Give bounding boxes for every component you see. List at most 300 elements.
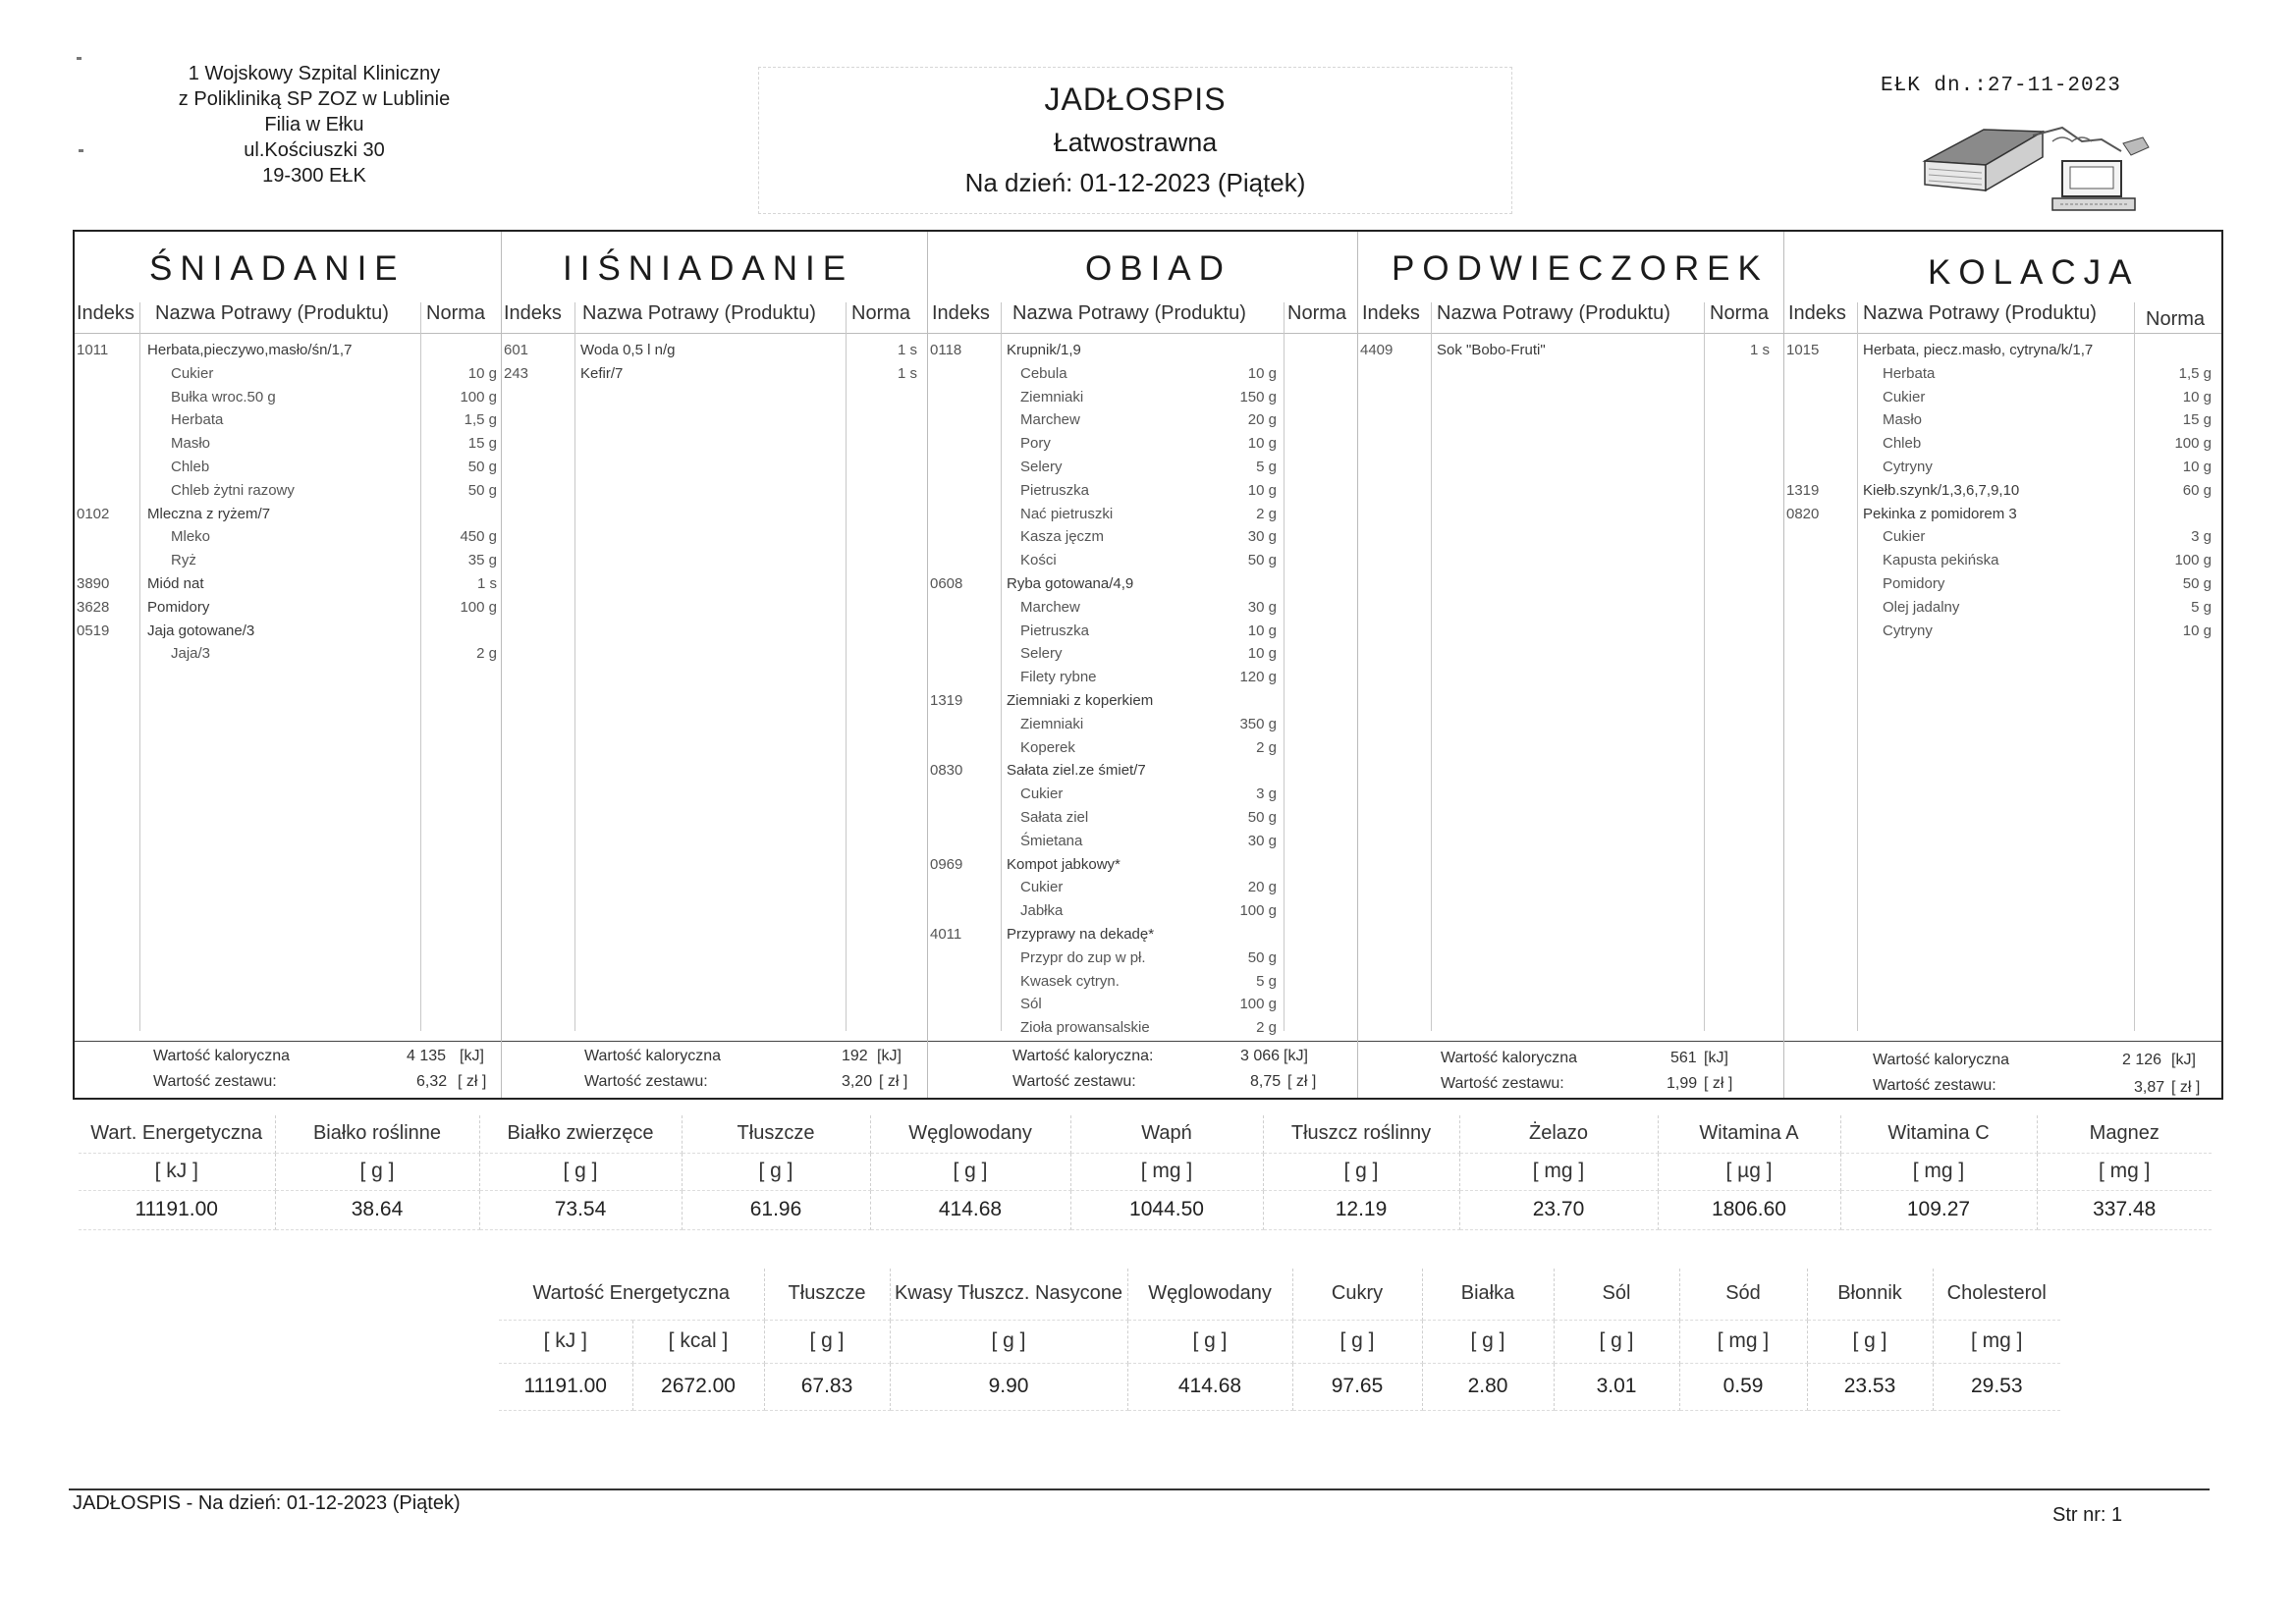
nutrient-unit: [ g ] bbox=[1263, 1153, 1459, 1190]
meal-totals bbox=[1358, 1041, 1783, 1102]
item-norm: 3 g bbox=[2191, 528, 2212, 546]
item-norm: 2 g bbox=[1256, 738, 1277, 756]
nutrient-value: 414.68 bbox=[1127, 1363, 1292, 1410]
nutrient-unit: [ kJ ] bbox=[499, 1320, 632, 1363]
item-norm: 50 g bbox=[2182, 574, 2212, 592]
nutrient-unit: [ g ] bbox=[682, 1153, 870, 1190]
dish-name: Miód nat bbox=[147, 574, 204, 592]
nutrient-header: Białko roślinne bbox=[275, 1115, 479, 1153]
nutrient-header-row bbox=[79, 1115, 2212, 1153]
ingredient-name: Cukier bbox=[1020, 785, 1064, 803]
meal-column-breakfast bbox=[75, 232, 501, 1098]
header-norm: Norma bbox=[1710, 302, 1770, 324]
ingredient-row bbox=[1784, 365, 2221, 389]
cost-value: 3,20 bbox=[842, 1073, 873, 1090]
ingredient-name: Filety rybne bbox=[1020, 669, 1097, 686]
item-index: 1011 bbox=[77, 342, 109, 358]
item-norm: 50 g bbox=[1247, 808, 1277, 826]
nutrient-header: Żelazo bbox=[1459, 1115, 1658, 1153]
meal-title: ŚNIADANIE bbox=[149, 249, 406, 288]
nutrient-value-row bbox=[79, 1190, 2212, 1229]
ingredient-row bbox=[928, 365, 1357, 389]
nutrient-header: Witamina C bbox=[1840, 1115, 2037, 1153]
nutrient-value: 3.01 bbox=[1554, 1363, 1679, 1410]
item-index: 601 bbox=[504, 342, 529, 358]
dish-row bbox=[928, 692, 1357, 716]
meal-column-second-breakfast bbox=[501, 232, 927, 1098]
item-index: 0118 bbox=[930, 342, 962, 358]
meal-title: PODWIECZOREK bbox=[1392, 249, 1769, 288]
item-norm: 1 s bbox=[897, 342, 917, 358]
nutrient-header: Sól bbox=[1554, 1269, 1679, 1320]
item-index: 1319 bbox=[1786, 481, 1820, 499]
ingredient-row bbox=[928, 833, 1357, 856]
item-norm: 1 s bbox=[476, 574, 497, 592]
column-divider bbox=[1704, 302, 1705, 1031]
ingredient-name: Cukier bbox=[1020, 879, 1064, 896]
dish-row bbox=[75, 575, 501, 599]
column-headers bbox=[1358, 302, 1783, 334]
item-index: 3890 bbox=[77, 574, 110, 592]
item-norm: 50 g bbox=[467, 481, 497, 499]
meal-title: OBIAD bbox=[1085, 249, 1231, 288]
ingredient-name: Bułka wroc.50 g bbox=[171, 388, 276, 406]
kcal-label: Wartość kaloryczna: bbox=[1012, 1048, 1154, 1064]
header-name: Nazwa Potrawy (Produktu) bbox=[1437, 302, 1670, 324]
ingredient-row bbox=[928, 645, 1357, 669]
nutrient-value: 12.19 bbox=[1263, 1190, 1459, 1229]
ingredient-name: Śmietana bbox=[1020, 832, 1083, 849]
item-index: 1015 bbox=[1786, 342, 1820, 358]
hospital-address bbox=[137, 61, 491, 189]
nutrient-header: Tłuszcze bbox=[764, 1269, 890, 1320]
footer-title: JADŁOSPIS - Na dzień: 01-12-2023 (Piątek) bbox=[73, 1492, 461, 1514]
item-index: 4409 bbox=[1360, 342, 1394, 358]
nutrient-header: Magnez bbox=[2037, 1115, 2212, 1153]
dish-row bbox=[502, 365, 927, 389]
ingredient-name: Sól bbox=[1020, 996, 1042, 1013]
meal-column-afternoon-snack bbox=[1357, 232, 1783, 1098]
cost-value: 1,99 bbox=[1667, 1075, 1698, 1092]
item-norm: 60 g bbox=[2182, 481, 2212, 499]
nutrient-unit: [ g ] bbox=[479, 1153, 682, 1190]
ingredient-name: Ziemniaki bbox=[1020, 388, 1084, 406]
item-norm: 100 g bbox=[1239, 996, 1277, 1013]
ingredient-row bbox=[75, 389, 501, 412]
item-index: 0830 bbox=[930, 762, 963, 780]
nutrient-unit: [ g ] bbox=[1127, 1320, 1292, 1363]
issue-date: EŁK dn.:27-11-2023 bbox=[1881, 75, 2121, 97]
ingredient-name: Ziemniaki bbox=[1020, 715, 1084, 732]
kcal-value: 192 bbox=[842, 1048, 868, 1064]
item-index: 0969 bbox=[930, 855, 963, 873]
item-norm: 10 g bbox=[1247, 481, 1277, 499]
ingredient-name: Kapusta pekińska bbox=[1883, 552, 1999, 569]
kcal-unit: [kJ] bbox=[877, 1048, 902, 1064]
kcal-label: Wartość kaloryczna bbox=[1873, 1052, 2009, 1068]
item-norm: 50 g bbox=[1247, 948, 1277, 966]
item-norm: 10 g bbox=[2182, 622, 2212, 639]
nutrient-unit: [ mg ] bbox=[1933, 1320, 2060, 1363]
meal-totals bbox=[502, 1041, 927, 1102]
nutrient-unit: [ g ] bbox=[870, 1153, 1070, 1190]
nutrient-header: Białka bbox=[1422, 1269, 1554, 1320]
ingredient-name: Cukier bbox=[1883, 528, 1926, 546]
ingredient-name: Przypr do zup w pł. bbox=[1020, 948, 1146, 966]
nutrient-header: Wapń bbox=[1070, 1115, 1263, 1153]
nutrient-value: 29.53 bbox=[1933, 1363, 2060, 1410]
ingredient-name: Marchew bbox=[1020, 411, 1080, 429]
ingredient-row bbox=[928, 949, 1357, 973]
item-norm: 2 g bbox=[1256, 1019, 1277, 1037]
kcal-value: 4 135 bbox=[407, 1048, 447, 1064]
hospital-line: z Polikliniką SP ZOZ w Lublinie bbox=[178, 88, 451, 110]
nutrient-header: Cukry bbox=[1292, 1269, 1422, 1320]
nutrient-header: Sód bbox=[1679, 1269, 1807, 1320]
kcal-unit: [kJ] bbox=[1704, 1050, 1728, 1066]
nutrient-value: 73.54 bbox=[479, 1190, 682, 1229]
nutrient-value: 23.70 bbox=[1459, 1190, 1658, 1229]
ingredient-row bbox=[928, 716, 1357, 739]
ingredient-name: Kwasek cytryn. bbox=[1020, 972, 1120, 990]
nutrient-value: 61.96 bbox=[682, 1190, 870, 1229]
nutrient-value: 11191.00 bbox=[499, 1363, 632, 1410]
meal-rows bbox=[75, 342, 501, 669]
nutrient-value: 0.59 bbox=[1679, 1363, 1807, 1410]
dish-name: Ziemniaki z koperkiem bbox=[1007, 691, 1154, 709]
ingredient-name: Jabłka bbox=[1020, 902, 1064, 920]
header-norm: Norma bbox=[426, 302, 486, 324]
cost-unit: [ zł ] bbox=[1287, 1073, 1317, 1090]
header-index: Indeks bbox=[77, 302, 135, 324]
meal-title: KOLACJA bbox=[1928, 253, 2140, 292]
ingredient-name: Selery bbox=[1020, 458, 1063, 475]
nutrient-unit: [ µg ] bbox=[1658, 1153, 1840, 1190]
dish-row bbox=[502, 342, 927, 365]
ingredient-row bbox=[75, 645, 501, 669]
ingredient-row bbox=[1784, 622, 2221, 646]
nutrient-value: 337.48 bbox=[2037, 1190, 2212, 1229]
cost-unit: [ zł ] bbox=[879, 1073, 908, 1090]
ingredient-row bbox=[928, 973, 1357, 997]
nutrient-header: Witamina A bbox=[1658, 1115, 1840, 1153]
nutrient-value: 11191.00 bbox=[79, 1190, 275, 1229]
kcal-value: 3 066 bbox=[1240, 1048, 1281, 1064]
ingredient-name: Pietruszka bbox=[1020, 481, 1090, 499]
nutrient-unit: [ g ] bbox=[764, 1320, 890, 1363]
nutrient-value: 109.27 bbox=[1840, 1190, 2037, 1229]
ingredient-row bbox=[75, 411, 501, 435]
nutrients-table-main bbox=[79, 1115, 2212, 1230]
meal-rows bbox=[1784, 342, 2221, 645]
nutrient-value: 97.65 bbox=[1292, 1363, 1422, 1410]
ingredient-name: Nać pietruszki bbox=[1020, 505, 1114, 522]
dish-name: Sałata ziel.ze śmiet/7 bbox=[1007, 762, 1146, 780]
dish-row bbox=[75, 342, 501, 365]
ingredient-name: Masło bbox=[1883, 411, 1923, 429]
nutrient-value: 23.53 bbox=[1807, 1363, 1933, 1410]
item-index: 1319 bbox=[930, 691, 963, 709]
column-headers bbox=[1784, 302, 2221, 334]
ingredient-name: Chleb bbox=[1883, 435, 1922, 453]
ingredient-row bbox=[928, 435, 1357, 459]
header-index: Indeks bbox=[932, 302, 990, 324]
dish-row bbox=[1784, 482, 2221, 506]
item-norm: 10 g bbox=[467, 364, 497, 382]
item-norm: 10 g bbox=[2182, 388, 2212, 406]
item-norm: 1 s bbox=[1749, 342, 1770, 358]
ingredient-row bbox=[928, 506, 1357, 529]
nutrient-value-row bbox=[499, 1363, 2060, 1410]
ingredient-name: Pory bbox=[1020, 435, 1051, 453]
nutrient-header: Tłuszcz roślinny bbox=[1263, 1115, 1459, 1153]
nutrient-unit-row bbox=[499, 1320, 2060, 1363]
ingredient-row bbox=[928, 879, 1357, 902]
ingredient-name: Chleb żytni razowy bbox=[171, 481, 295, 499]
item-norm: 35 g bbox=[467, 552, 497, 569]
nutrient-header: Węglowodany bbox=[870, 1115, 1070, 1153]
dish-name: Mleczna z ryżem/7 bbox=[147, 505, 271, 522]
nutrient-value: 1044.50 bbox=[1070, 1190, 1263, 1229]
ingredient-row bbox=[928, 459, 1357, 482]
item-norm: 10 g bbox=[1247, 435, 1277, 453]
ingredient-row bbox=[1784, 575, 2221, 599]
item-index: 0102 bbox=[77, 505, 110, 522]
dish-name: Pekinka z pomidorem 3 bbox=[1863, 505, 2017, 522]
ingredient-row bbox=[928, 739, 1357, 763]
cost-unit: [ zł ] bbox=[458, 1073, 487, 1090]
ingredient-name: Zioła prowansalskie bbox=[1020, 1019, 1150, 1037]
meal-totals bbox=[1784, 1041, 2221, 1102]
ingredient-name: Cukier bbox=[1883, 388, 1926, 406]
item-norm: 5 g bbox=[1256, 458, 1277, 475]
ingredient-name: Pietruszka bbox=[1020, 622, 1090, 639]
ingredient-row bbox=[928, 552, 1357, 575]
nutrient-header: Kwasy Tłuszcz. Nasycone bbox=[890, 1269, 1127, 1320]
kcal-label: Wartość kaloryczna bbox=[584, 1048, 721, 1064]
ingredient-row bbox=[928, 622, 1357, 646]
item-norm: 100 g bbox=[460, 598, 497, 616]
nutrient-unit-row bbox=[79, 1153, 2212, 1190]
ingredient-row bbox=[1784, 599, 2221, 622]
item-norm: 450 g bbox=[460, 528, 497, 546]
nutrient-header: Białko zwierzęce bbox=[479, 1115, 682, 1153]
nutrient-value: 38.64 bbox=[275, 1190, 479, 1229]
ingredient-name: Marchew bbox=[1020, 598, 1080, 616]
ingredient-row bbox=[928, 389, 1357, 412]
dish-name: Herbata, piecz.masło, cytryna/k/1,7 bbox=[1863, 342, 2094, 358]
ingredient-name: Ryż bbox=[171, 552, 196, 569]
nutrient-unit: [ mg ] bbox=[1840, 1153, 2037, 1190]
item-norm: 150 g bbox=[1239, 388, 1277, 406]
header-name: Nazwa Potrawy (Produktu) bbox=[1863, 302, 2097, 324]
header-index: Indeks bbox=[1788, 302, 1846, 324]
ingredient-row bbox=[928, 902, 1357, 926]
nutrient-unit: [ g ] bbox=[1807, 1320, 1933, 1363]
ingredient-row bbox=[1784, 528, 2221, 552]
hospital-line: Filia w Ełku bbox=[264, 114, 364, 135]
ingredient-name: Herbata bbox=[171, 411, 224, 429]
ingredient-row bbox=[75, 482, 501, 506]
item-norm: 30 g bbox=[1247, 528, 1277, 546]
dish-name: Przyprawy na dekadę* bbox=[1007, 925, 1155, 943]
item-norm: 10 g bbox=[2182, 458, 2212, 475]
header-index: Indeks bbox=[504, 302, 562, 324]
ingredient-row bbox=[928, 809, 1357, 833]
dish-name: Pomidory bbox=[147, 598, 210, 616]
item-index: 3628 bbox=[77, 598, 110, 616]
ingredient-row bbox=[75, 528, 501, 552]
ingredient-name: Mleko bbox=[171, 528, 211, 546]
dish-name: Jaja gotowane/3 bbox=[147, 622, 255, 639]
book-computer-icon bbox=[1915, 122, 2190, 220]
nutrient-header: Wartość Energetyczna bbox=[499, 1269, 764, 1320]
item-norm: 5 g bbox=[1256, 972, 1277, 990]
ingredient-name: Cebula bbox=[1020, 364, 1067, 382]
ingredient-name: Sałata ziel bbox=[1020, 808, 1089, 826]
nutrient-value: 414.68 bbox=[870, 1190, 1070, 1229]
ingredient-row bbox=[75, 459, 501, 482]
menu-table bbox=[73, 230, 2223, 1100]
dish-name: Woda 0,5 l n/g bbox=[580, 342, 676, 358]
kcal-value: 2 126 bbox=[2122, 1052, 2162, 1068]
nutrient-value: 1806.60 bbox=[1658, 1190, 1840, 1229]
dish-row bbox=[1784, 342, 2221, 365]
kcal-unit: [kJ] bbox=[460, 1048, 484, 1064]
item-norm: 20 g bbox=[1247, 411, 1277, 429]
item-norm: 100 g bbox=[2174, 552, 2212, 569]
ingredient-row bbox=[928, 482, 1357, 506]
dish-row bbox=[75, 506, 501, 529]
item-norm: 1 s bbox=[897, 364, 917, 382]
ingredient-row bbox=[1784, 411, 2221, 435]
nutrient-value: 67.83 bbox=[764, 1363, 890, 1410]
item-norm: 1,5 g bbox=[2178, 364, 2212, 382]
item-norm: 10 g bbox=[1247, 645, 1277, 663]
nutrient-value: 2.80 bbox=[1422, 1363, 1554, 1410]
dish-row bbox=[1784, 506, 2221, 529]
column-divider bbox=[1431, 302, 1432, 1031]
meal-column-supper bbox=[1783, 232, 2221, 1098]
scan-speck bbox=[77, 57, 82, 60]
kcal-label: Wartość kaloryczna bbox=[153, 1048, 290, 1064]
item-norm: 30 g bbox=[1247, 832, 1277, 849]
ingredient-row bbox=[928, 411, 1357, 435]
nutrient-unit: [ g ] bbox=[275, 1153, 479, 1190]
dish-row bbox=[928, 342, 1357, 365]
menu-date: Na dzień: 01-12-2023 (Piątek) bbox=[964, 168, 1306, 197]
ingredient-name: Herbata bbox=[1883, 364, 1936, 382]
cost-unit: [ zł ] bbox=[2171, 1079, 2201, 1096]
item-norm: 120 g bbox=[1239, 669, 1277, 686]
hospital-line: ul.Kościuszki 30 bbox=[244, 139, 385, 161]
ingredient-row bbox=[928, 528, 1357, 552]
nutrient-header: Cholesterol bbox=[1933, 1269, 2060, 1320]
column-divider bbox=[574, 302, 575, 1031]
cost-value: 6,32 bbox=[416, 1073, 448, 1090]
header-name: Nazwa Potrawy (Produktu) bbox=[1012, 302, 1246, 324]
dish-row bbox=[928, 762, 1357, 785]
page-number: Str nr: 1 bbox=[2052, 1504, 2123, 1526]
ingredient-name: Chleb bbox=[171, 458, 210, 475]
dish-name: Ryba gotowana/4,9 bbox=[1007, 574, 1134, 592]
nutrients-table-label bbox=[499, 1269, 2060, 1411]
header-name: Nazwa Potrawy (Produktu) bbox=[155, 302, 389, 324]
ingredient-row bbox=[75, 552, 501, 575]
item-norm: 2 g bbox=[476, 645, 497, 663]
ingredient-row bbox=[1784, 459, 2221, 482]
dish-name: Krupnik/1,9 bbox=[1007, 342, 1081, 358]
ingredient-name: Jaja/3 bbox=[171, 645, 211, 663]
ingredient-name: Cytryny bbox=[1883, 622, 1933, 639]
ingredient-name: Olej jadalny bbox=[1883, 598, 1960, 616]
kcal-unit: [kJ] bbox=[1284, 1048, 1308, 1064]
ingredient-row bbox=[928, 669, 1357, 692]
nutrient-value: 2672.00 bbox=[632, 1363, 764, 1410]
nutrient-unit: [ mg ] bbox=[1459, 1153, 1658, 1190]
ingredient-row bbox=[75, 435, 501, 459]
ingredient-name: Masło bbox=[171, 435, 211, 453]
ingredient-row bbox=[928, 785, 1357, 809]
meal-rows bbox=[502, 342, 927, 389]
ingredient-name: Koperek bbox=[1020, 738, 1075, 756]
nutrient-header-row bbox=[499, 1269, 2060, 1320]
meal-rows bbox=[1358, 342, 1783, 365]
cost-label: Wartość zestawu: bbox=[1012, 1073, 1136, 1090]
dish-name: Kompot jabkowy* bbox=[1007, 855, 1121, 873]
ingredient-row bbox=[1784, 552, 2221, 575]
nutrient-header: Błonnik bbox=[1807, 1269, 1933, 1320]
ingredient-name: Selery bbox=[1020, 645, 1063, 663]
dish-name: Kefir/7 bbox=[580, 364, 624, 382]
nutrient-value: 9.90 bbox=[890, 1363, 1127, 1410]
item-norm: 15 g bbox=[467, 435, 497, 453]
ingredient-row bbox=[928, 599, 1357, 622]
meal-title: IIŚNIADANIE bbox=[563, 249, 854, 288]
item-norm: 50 g bbox=[467, 458, 497, 475]
ingredient-row bbox=[928, 996, 1357, 1019]
kcal-label: Wartość kaloryczna bbox=[1441, 1050, 1577, 1066]
dish-row bbox=[928, 926, 1357, 949]
title-box bbox=[758, 67, 1512, 214]
header-norm: Norma bbox=[1287, 302, 1347, 324]
header-norm: Norma bbox=[851, 302, 911, 324]
cost-label: Wartość zestawu: bbox=[153, 1073, 277, 1090]
column-headers bbox=[502, 302, 927, 334]
dish-row bbox=[75, 622, 501, 646]
dish-row bbox=[1358, 342, 1783, 365]
dish-row bbox=[928, 575, 1357, 599]
item-norm: 50 g bbox=[1247, 552, 1277, 569]
cost-label: Wartość zestawu: bbox=[584, 1073, 708, 1090]
header-name: Nazwa Potrawy (Produktu) bbox=[582, 302, 816, 324]
ingredient-row bbox=[1784, 389, 2221, 412]
dish-name: Kiełb.szynk/1,3,6,7,9,10 bbox=[1863, 481, 2020, 499]
ingredient-row bbox=[75, 365, 501, 389]
item-norm: 3 g bbox=[1256, 785, 1277, 803]
column-divider bbox=[846, 302, 847, 1031]
diet-name: Łatwostrawna bbox=[1053, 128, 1218, 157]
meal-totals bbox=[75, 1041, 501, 1102]
header-index: Indeks bbox=[1362, 302, 1420, 324]
item-norm: 350 g bbox=[1239, 715, 1277, 732]
item-index: 243 bbox=[504, 364, 529, 382]
item-index: 0519 bbox=[77, 622, 110, 639]
cost-unit: [ zł ] bbox=[1704, 1075, 1733, 1092]
ingredient-name: Kasza jęczm bbox=[1020, 528, 1105, 546]
meal-column-lunch bbox=[927, 232, 1357, 1098]
dish-name: Sok "Bobo-Fruti" bbox=[1437, 342, 1546, 358]
